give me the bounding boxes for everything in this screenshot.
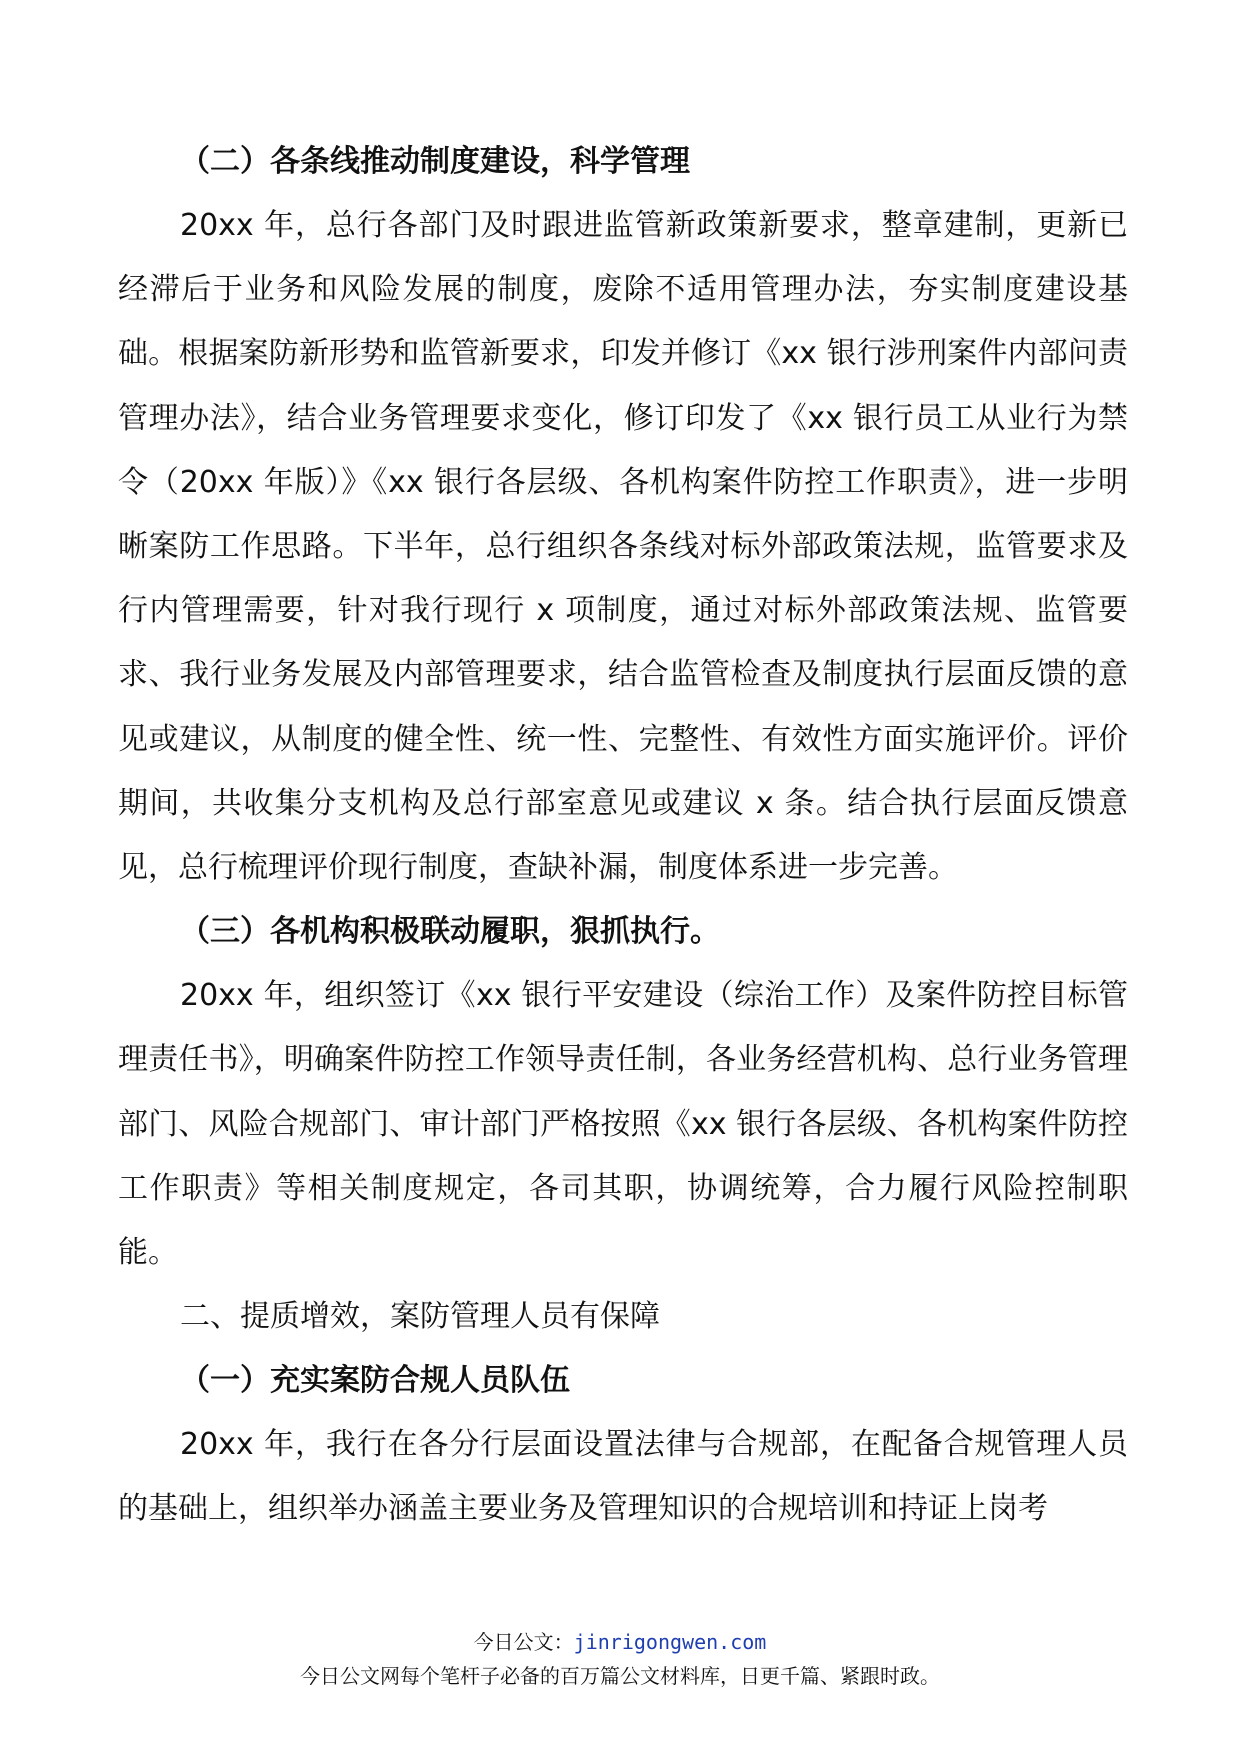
- section-heading-3: （三）各机构积极联动履职，狠抓执行。: [180, 914, 720, 950]
- paragraph-responsibility: 20xx 年，组织签订《xx 银行平安建设（综治工作）及案件防控目标管理责任书》，明确案件防控工作领导责任制，各业务经营机构、总行业务管理部门、风险合规部门、审计部门严格按照《xx 银行各层级、各机构案件防控工作职责》等相关制度规定，各司其职，协调统筹，合力履行风险控制职能。: [118, 978, 1128, 1271]
- paragraph-compliance-staff: 20xx 年，我行在各分行层面设置法律与合规部，在配备合规管理人员的基础上，组织举办涵盖主要业务及管理知识的合规培训和持证上岗考: [118, 1427, 1128, 1527]
- footer-url-link[interactable]: jinrigongwen.com: [573, 1630, 767, 1654]
- footer-label: 今日公文：: [473, 1630, 574, 1654]
- paragraph-institution-building: 20xx 年，总行各部门及时跟进监管新政策新要求，整章建制，更新已经滞后于业务和风险发展的制度，废除不适用管理办法，夯实制度建设基础。根据案防新形势和监管新要求，印发并修订《xx 银行涉刑案件内部问责管理办法》，结合业务管理要求变化，修订印发了《xx 银行员工从业行为禁令（20xx 年版）》《xx 银行各层级、各机构案件防控工作职责》，进一步明晰案防工作思路。下半年，总行组织各条线对标外部政策法规，监管要求及行内管理需要，针对我行现行 x 项制度，通过对标外部政策法规、监管要求、我行业务发展及内部管理要求，结合监管检查及制度执行层面反馈的意见或建议，从制度的健全性、统一性、完整性、有效性方面实施评价。评价期间，共收集分支机构及总行部室意见或建议 x 条。结合执行层面反馈意见，总行梳理评价现行制度，查缺补漏，制度体系进一步完善。: [118, 208, 1128, 886]
- section-heading-1: （一）充实案防合规人员队伍: [180, 1363, 570, 1399]
- document-body: [118, 130, 1128, 1542]
- footer-slogan: 今日公文网每个笔杆子必备的百万篇公文材料库，日更千篇、紧跟时政。: [300, 1664, 940, 1688]
- chapter-heading-2: 二、提质增效，案防管理人员有保障: [180, 1299, 660, 1335]
- footer-source: [0, 1626, 1240, 1655]
- section-heading-2: （二）各条线推动制度建设，科学管理: [180, 144, 690, 179]
